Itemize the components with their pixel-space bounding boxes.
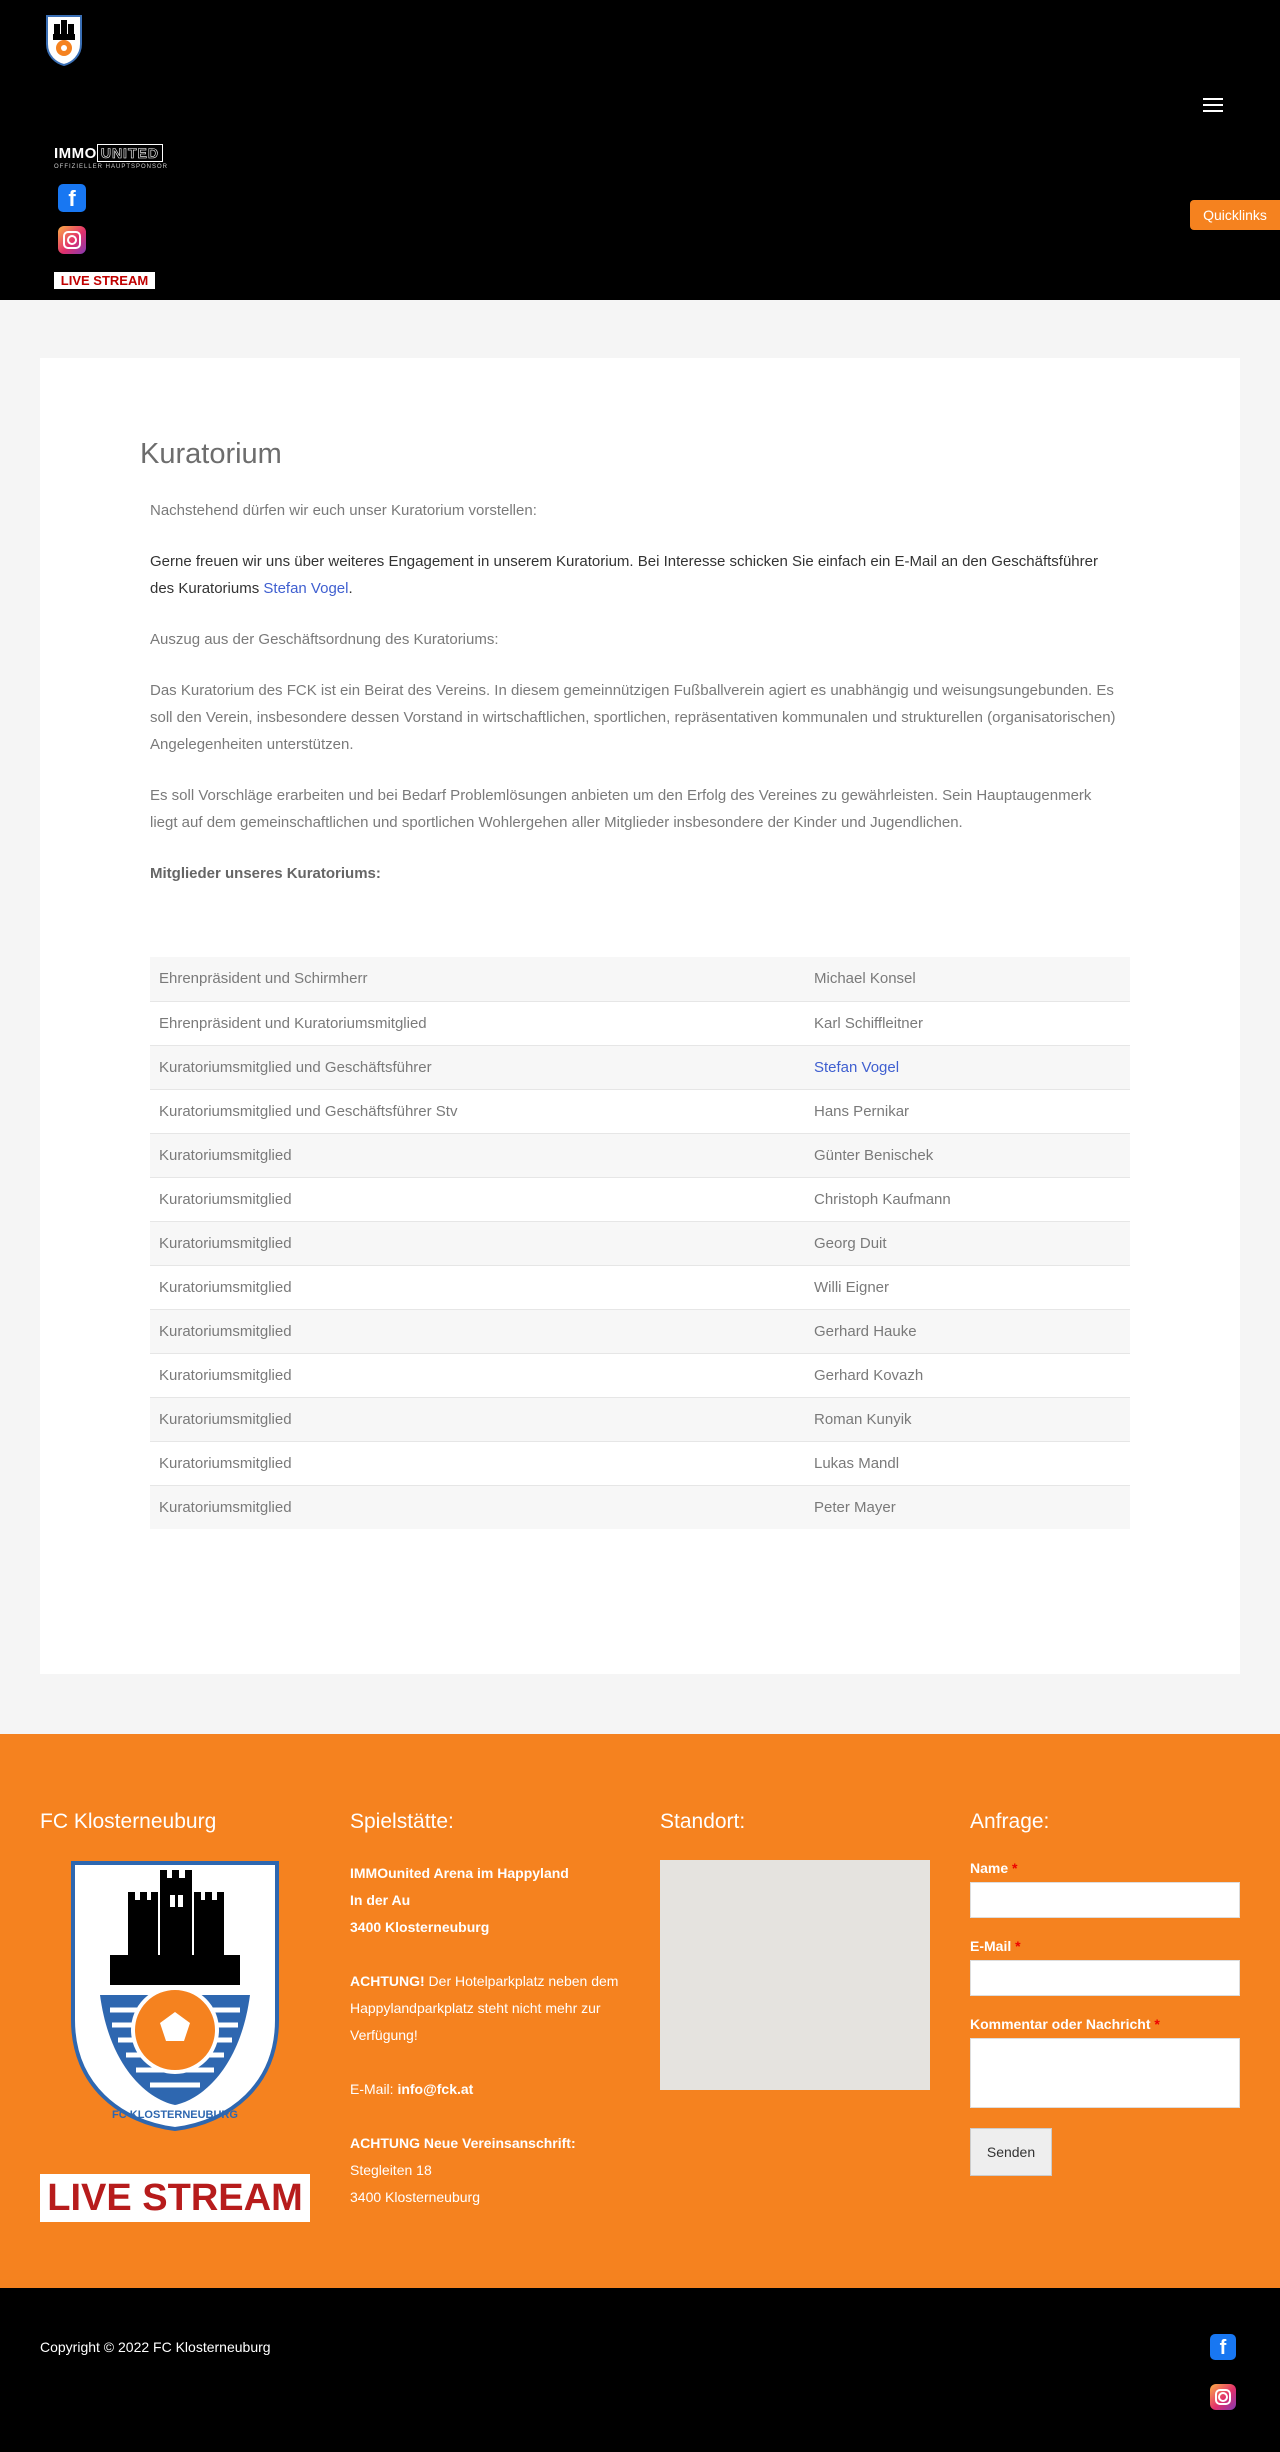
excerpt-heading: Auszug aus der Geschäftsordnung des Kuratoriums: <box>150 631 499 648</box>
footer-column-club <box>40 1810 310 2222</box>
bylaws-paragraph-2: Es soll Vorschläge erarbeiten und bei Bedarf Problemlösungen anbieten um den Erfolg des Vereines zu gewährleisten. Sein Hauptaugenmerk liegt auf dem gemeinschaftlichen und sportlichen Wohlergehen aller Mitglieder insbesondere der Kinder und Jugendlichen. <box>150 787 1092 831</box>
stefan-vogel-link[interactable]: Stefan Vogel <box>263 580 349 597</box>
new-address: ACHTUNG Neue Vereinsanschrift: Stegleiten 18 3400 Klosterneuburg <box>350 2135 576 2205</box>
member-name: Günter Benischek <box>814 1146 934 1164</box>
contact-email: E-Mail: info@fck.at <box>350 2081 474 2097</box>
member-name: Peter Mayer <box>814 1498 896 1516</box>
instagram-icon[interactable] <box>1210 2384 1236 2410</box>
member-name: Christoph Kaufmann <box>814 1190 951 1208</box>
member-name-cell <box>805 1045 1130 1089</box>
member-name: Michael Konsel <box>814 970 916 988</box>
email-field[interactable] <box>970 1960 1240 1996</box>
quicklinks-button[interactable]: Quicklinks <box>1190 200 1280 230</box>
instagram-icon[interactable] <box>58 226 86 254</box>
member-role: Kuratoriumsmitglied <box>159 1146 292 1164</box>
member-name: Gerhard Hauke <box>814 1322 917 1340</box>
table-row <box>150 1089 1130 1133</box>
table-row <box>150 1221 1130 1265</box>
article <box>40 358 1240 1674</box>
message-label: Kommentar oder Nachricht * <box>970 2016 1160 2032</box>
crest-text: FC KLOSTERNEUBURG <box>112 2109 238 2121</box>
members-heading: Mitglieder unseres Kuratoriums: <box>150 865 381 882</box>
name-field[interactable] <box>970 1882 1240 1918</box>
main-wrap <box>0 300 1280 1734</box>
message-field[interactable] <box>970 2038 1240 2108</box>
footer-column-venue <box>350 1810 620 2238</box>
article-content <box>140 497 1120 1529</box>
member-name: Lukas Mandl <box>814 1454 900 1472</box>
footer-venue-title: Spielstätte: <box>350 1810 454 1833</box>
sponsor-immo: IMMO <box>54 145 97 162</box>
member-role: Kuratoriumsmitglied <box>159 1278 292 1296</box>
menu-toggle-button[interactable] <box>1203 98 1223 116</box>
sponsor-subtitle: OFFIZIELLER HAUPTSPONSOR <box>54 164 169 170</box>
livestream-banner[interactable]: LIVE STREAM <box>40 2174 310 2222</box>
site-header <box>0 0 1280 300</box>
table-row <box>150 957 1130 1001</box>
member-role: Kuratoriumsmitglied <box>159 1410 292 1428</box>
footer-widgets <box>0 1734 1280 2288</box>
member-name: Willi Eigner <box>814 1278 890 1296</box>
copyright-text: Copyright © 2022 FC Klosterneuburg <box>40 2339 271 2355</box>
club-crest-logo <box>70 1860 280 2132</box>
member-role: Kuratoriumsmitglied <box>159 1190 292 1208</box>
bylaws-paragraph-1: Das Kuratorium des FCK ist ein Beirat des Vereins. In diesem gemeinnützigen Fußballverein agiert es unabhängig und weisungsungebunden. Es soll den Verein, insbesondere dessen Vorstand in wirtschaftlichen, sportlichen, repräsentativen kommunalen und strukturellen (organisatorischen) Angelegenheiten unterstützen. <box>150 682 1116 753</box>
venue-address: IMMOunited Arena im Happyland In der Au 3400 Klosterneuburg <box>350 1865 569 1935</box>
email-label: E-Mail * <box>970 1938 1021 1954</box>
member-role: Ehrenpräsident und Schirmherr <box>159 970 368 988</box>
livestream-link[interactable]: LIVE STREAM <box>54 272 155 289</box>
page-title: Kuratorium <box>140 438 282 470</box>
intro-text: Nachstehend dürfen wir euch unser Kuratorium vorstellen: <box>150 502 537 519</box>
facebook-icon[interactable]: f <box>1210 2334 1236 2360</box>
table-row <box>150 1133 1130 1177</box>
location-map[interactable] <box>660 1860 930 2090</box>
table-row <box>150 1353 1130 1397</box>
table-row <box>150 1485 1130 1529</box>
member-role: Ehrenpräsident und Kuratoriumsmitglied <box>159 1014 427 1032</box>
member-role: Kuratoriumsmitglied und Geschäftsführer <box>159 1058 432 1076</box>
submit-button[interactable]: Senden <box>970 2128 1052 2176</box>
member-role: Kuratoriumsmitglied und Geschäftsführer Stv <box>159 1102 458 1120</box>
member-role: Kuratoriumsmitglied <box>159 1366 292 1384</box>
member-role: Kuratoriumsmitglied <box>159 1498 292 1516</box>
member-role: Kuratoriumsmitglied <box>159 1234 292 1252</box>
email-link[interactable]: info@fck.at <box>397 2081 474 2097</box>
table-row <box>150 1045 1130 1089</box>
member-name: Georg Duit <box>814 1234 887 1252</box>
name-label: Name * <box>970 1860 1018 1876</box>
club-logo[interactable] <box>44 14 84 66</box>
table-row <box>150 1265 1130 1309</box>
member-name-link[interactable]: Stefan Vogel <box>814 1058 900 1076</box>
footer-club-title: FC Klosterneuburg <box>40 1810 217 1833</box>
footer-inquiry-title: Anfrage: <box>970 1810 1050 1833</box>
table-row <box>150 1001 1130 1045</box>
facebook-icon[interactable]: f <box>58 184 86 212</box>
table-row <box>150 1441 1130 1485</box>
engagement-text: Gerne freuen wir uns über weiteres Engagement in unserem Kuratorium. Bei Interesse schicken Sie einfach ein E-Mail an den Geschäftsführer des Kuratoriums Stefan Vogel. <box>150 553 1098 597</box>
footer-column-inquiry <box>970 1810 1240 2176</box>
menu-icon <box>1203 98 1223 100</box>
table-row <box>150 1177 1130 1221</box>
member-name: Roman Kunyik <box>814 1410 912 1428</box>
footer-column-location <box>660 1810 930 2090</box>
member-role: Kuratoriumsmitglied <box>159 1454 292 1472</box>
table-row <box>150 1309 1130 1353</box>
member-name: Karl Schiffleitner <box>814 1014 923 1032</box>
sponsor-united: UNITED <box>97 144 163 162</box>
members-heading-wrap <box>150 860 1120 887</box>
footer-bottom <box>0 2288 1280 2452</box>
member-name: Gerhard Kovazh <box>814 1366 924 1384</box>
member-role: Kuratoriumsmitglied <box>159 1322 292 1340</box>
footer-location-title: Standort: <box>660 1810 746 1833</box>
sponsor-logo[interactable] <box>54 144 176 172</box>
member-name: Hans Pernikar <box>814 1102 910 1120</box>
members-table <box>150 957 1130 1529</box>
parking-notice: ACHTUNG! Der Hotelparkplatz neben dem Happylandparkplatz steht nicht mehr zur Verfügung! <box>350 1973 619 2043</box>
table-row <box>150 1397 1130 1441</box>
